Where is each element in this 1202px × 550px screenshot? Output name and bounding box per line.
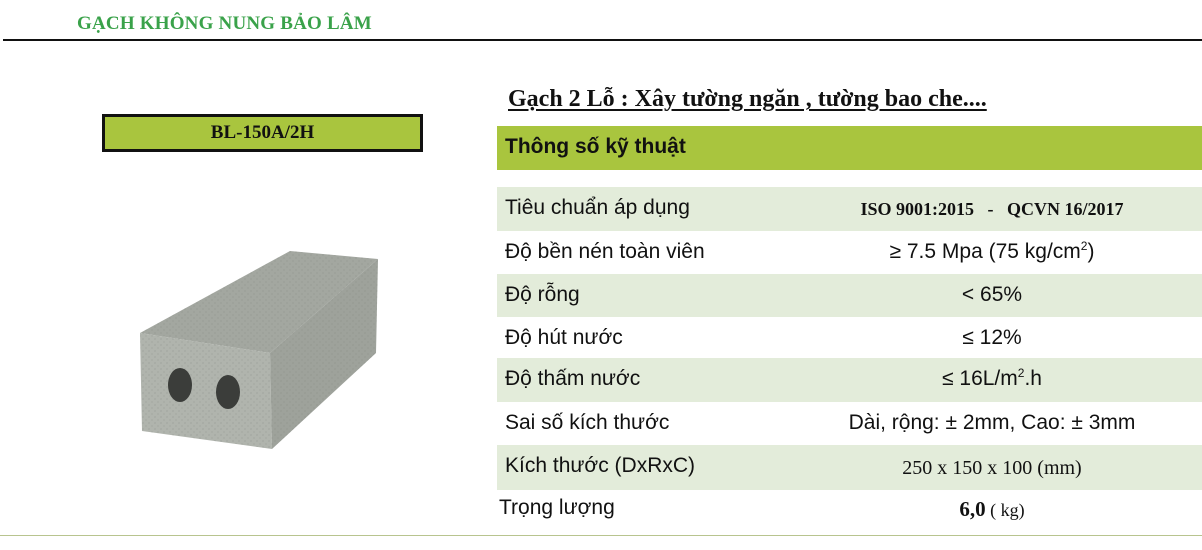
spec-row-porosity: [497, 274, 1202, 317]
spec-label: Độ thấm nước: [505, 367, 641, 390]
spec-value-main: 6,0: [959, 497, 986, 521]
brick-illustration-icon: [130, 235, 390, 455]
spec-value: Dài, rộng: ± 2mm, Cao: ± 3mm: [848, 411, 1136, 434]
spec-label: Kích thước (DxRxC): [505, 454, 696, 477]
specs-heading: Thông số kỹ thuật: [505, 135, 686, 158]
spec-value: < 65%: [961, 283, 1023, 306]
spec-value-main: ≥ 7.5 Mpa (75 kg/cm: [889, 240, 1081, 263]
spec-value: [827, 497, 1157, 522]
spec-label: Tiêu chuẩn áp dụng: [505, 196, 690, 219]
brand-name: GẠCH KHÔNG NUNG BẢO LÂM: [77, 13, 372, 34]
spec-value-tail: .h: [1024, 367, 1042, 390]
spec-label: Sai số kích thước: [505, 411, 670, 434]
spec-value-sup: 2: [1017, 366, 1025, 380]
spec-row-standard: [497, 187, 1202, 231]
product-title: Gạch 2 Lỗ : Xây tường ngăn , tường bao che....: [508, 86, 987, 112]
spec-value: [827, 367, 1157, 391]
spec-value-unit: ( kg): [985, 500, 1025, 520]
spec-label: Độ rỗng: [505, 283, 580, 306]
spec-label: Độ bền nén toàn viên: [505, 240, 705, 263]
product-code-badge: [102, 114, 423, 152]
header-divider: [3, 39, 1202, 41]
product-code: BL-150A/2H: [210, 122, 315, 143]
spec-value: [827, 240, 1157, 264]
spec-row-weight: [497, 490, 1202, 530]
specs-header: [497, 126, 1202, 170]
spec-value-main: ≤ 16L/m: [942, 367, 1018, 390]
spec-value: ≤ 12%: [962, 326, 1022, 349]
brick-image: [130, 235, 390, 455]
spec-label: Độ hút nước: [505, 326, 623, 349]
spec-row-water-absorption: [497, 317, 1202, 358]
spec-row-compressive-strength: [497, 231, 1202, 274]
spec-value-tail: ): [1087, 240, 1095, 263]
spec-label: Trọng lượng: [499, 496, 615, 519]
spec-value-sup: 2: [1080, 239, 1088, 253]
spec-row-dimensions: [497, 445, 1202, 490]
spec-row-dimension-tolerance: [497, 402, 1202, 445]
specs-table: [497, 187, 1202, 530]
spec-row-water-permeability: [497, 358, 1202, 402]
spec-value: 250 x 150 x 100 (mm): [902, 457, 1082, 479]
footer-divider: [0, 535, 1202, 536]
spec-value: ISO 9001:2015 - QCVN 16/2017: [860, 199, 1124, 219]
